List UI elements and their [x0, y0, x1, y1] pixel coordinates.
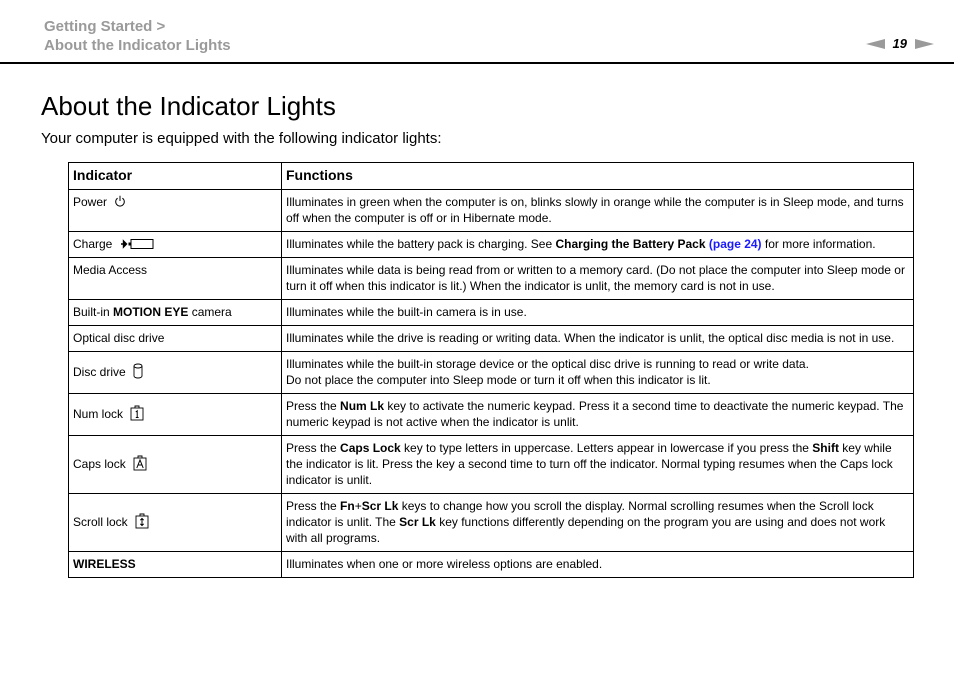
function-text: Illuminates while the drive is reading or writing data. When the indicator is unlit, the optical disc media is not in use.	[286, 331, 895, 345]
table-row	[69, 232, 914, 258]
section-reference: Charging the Battery Pack	[555, 237, 706, 251]
function-text: Press the	[286, 399, 341, 413]
function-text: key functions differently depending on the program you are using and does not work with all programs.	[286, 515, 886, 545]
indicator-cell	[69, 232, 282, 258]
table-row	[69, 552, 914, 578]
disc-drive-icon	[133, 363, 143, 379]
table-row	[69, 258, 914, 300]
indicator-cell	[69, 552, 282, 578]
function-text: key to type letters in uppercase. Letters appear in lowercase if you press the	[400, 441, 813, 455]
column-header-indicator: Indicator	[69, 163, 282, 190]
column-header-functions: Functions	[282, 163, 914, 190]
function-text: for more information.	[761, 237, 876, 251]
function-cell	[282, 190, 914, 232]
key-name: Shift	[812, 441, 839, 455]
table-row	[69, 190, 914, 232]
table-row	[69, 300, 914, 326]
function-cell	[282, 552, 914, 578]
indicator-cell	[69, 190, 282, 232]
key-name: Scr Lk	[399, 515, 436, 529]
function-cell	[282, 300, 914, 326]
indicator-name: Built-in	[73, 305, 114, 319]
indicator-name-bold: MOTION EYE	[113, 305, 189, 319]
table-row	[69, 394, 914, 436]
function-cell	[282, 326, 914, 352]
indicator-cell	[69, 352, 282, 394]
indicator-name-suffix: camera	[188, 305, 232, 319]
battery-charge-icon	[120, 238, 154, 250]
function-text: keys to change how you scroll the display. Normal scrolling resumes when the Scroll lock indicator is unlit. The	[286, 499, 874, 529]
num-lock-icon	[130, 405, 144, 421]
page-header	[0, 0, 954, 64]
table-header-row	[69, 163, 914, 190]
next-page-arrow-icon[interactable]	[915, 39, 934, 49]
indicator-name: Media Access	[73, 263, 148, 277]
indicator-cell	[69, 326, 282, 352]
table-row	[69, 436, 914, 494]
function-text: key while the indicator is lit. Press the key a second time to turn off the indicator. Normal typing resumes when the Caps lock indicator is unlit.	[286, 441, 893, 487]
function-text: key to activate the numeric keypad. Press it a second time to deactivate the numeric keypad. The numeric keypad is not active when the indicator is unlit.	[286, 399, 904, 429]
indicator-name: Power	[73, 195, 108, 209]
key-name: Fn	[340, 499, 355, 513]
function-text: Illuminates in green when the computer is on, blinks slowly in orange while the computer is in Sleep mode, and turns off when the computer is off or in Hibernate mode.	[286, 195, 904, 225]
function-cell	[282, 494, 914, 552]
breadcrumb	[44, 17, 231, 55]
scroll-lock-icon	[135, 513, 149, 529]
function-cell	[282, 394, 914, 436]
indicator-cell	[69, 436, 282, 494]
table-row	[69, 352, 914, 394]
key-name: Caps Lock	[340, 441, 401, 455]
power-icon	[114, 195, 126, 207]
function-text: Illuminates when one or more wireless options are enabled.	[286, 557, 603, 571]
function-cell	[282, 352, 914, 394]
indicator-name: Caps lock	[73, 457, 126, 471]
breadcrumb-current: About the Indicator Lights	[44, 37, 231, 54]
indicator-cell	[69, 300, 282, 326]
function-text: Illuminates while the built-in camera is in use.	[286, 305, 527, 319]
function-text: Press the	[286, 499, 341, 513]
indicator-name: Optical disc drive	[73, 331, 165, 345]
indicator-name: Scroll lock	[73, 515, 128, 529]
function-text: Illuminates while data is being read from or written to a memory card. (Do not place the computer into Sleep mode or turn it off when this indicator is lit.) When the indicator is unlit, the memory card is not in use.	[286, 263, 905, 293]
page-title: About the Indicator Lights	[41, 91, 336, 121]
indicator-cell	[69, 258, 282, 300]
function-cell	[282, 258, 914, 300]
page-navigation	[866, 36, 934, 51]
indicator-cell	[69, 494, 282, 552]
indicator-name: Charge	[73, 237, 113, 251]
function-text: Illuminates while the battery pack is charging. See	[286, 237, 556, 251]
page-24-link[interactable]: (page 24)	[708, 237, 762, 251]
table-row	[69, 326, 914, 352]
indicator-name: Num lock	[73, 407, 124, 421]
table-row	[69, 494, 914, 552]
breadcrumb-parent[interactable]: Getting Started >	[44, 18, 166, 35]
page-number: 19	[892, 36, 907, 51]
indicator-name: WIRELESS	[73, 557, 136, 571]
indicator-table	[68, 162, 914, 578]
function-text: Press the	[286, 441, 341, 455]
indicator-name: Disc drive	[73, 365, 126, 379]
function-note: Do not place the computer into Sleep mode or turn it off when this indicator is lit.	[286, 373, 711, 387]
function-cell	[282, 436, 914, 494]
previous-page-arrow-icon[interactable]	[866, 39, 885, 49]
indicator-cell	[69, 394, 282, 436]
key-name: Scr Lk	[361, 499, 399, 513]
function-text: Illuminates while the built-in storage device or the optical disc drive is running to read or write data.	[286, 357, 809, 371]
function-cell	[282, 232, 914, 258]
plus-sign: +	[354, 499, 362, 513]
key-name: Num Lk	[340, 399, 385, 413]
header-divider	[0, 62, 954, 64]
caps-lock-icon	[133, 455, 147, 471]
intro-text: Your computer is equipped with the following indicator lights:	[41, 130, 442, 147]
